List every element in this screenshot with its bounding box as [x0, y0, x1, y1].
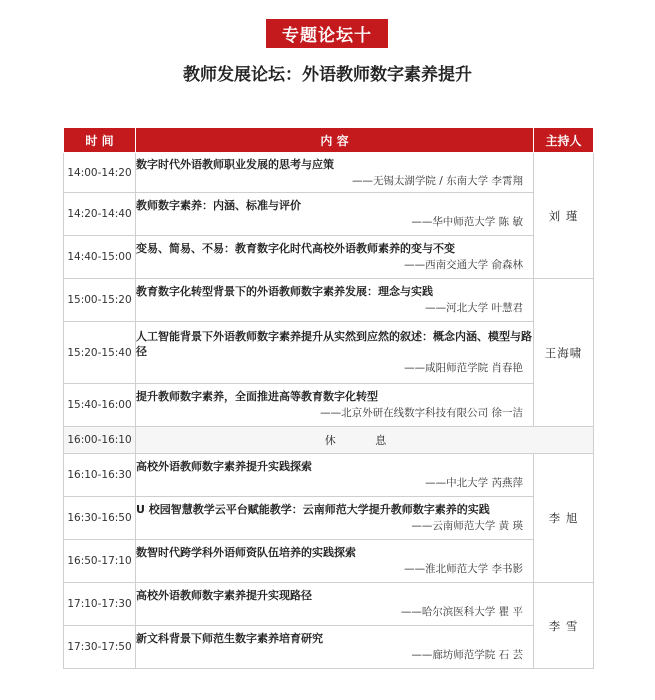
row-content	[136, 279, 534, 322]
row-content	[136, 322, 534, 384]
row-content	[136, 583, 534, 626]
header-host: 主持人	[534, 128, 594, 153]
talk-speaker: ——哈尔滨医科大学 瞿 平	[400, 606, 523, 618]
host-cell: 刘 瑾	[534, 153, 594, 279]
row-content	[136, 193, 534, 236]
break-row	[64, 427, 594, 454]
talk-topic: 高校外语教师数字素养提升实现路径	[136, 589, 312, 602]
table-row	[64, 384, 594, 427]
header-content: 内 容	[136, 128, 534, 153]
break-label: 休 息	[136, 427, 594, 454]
table-row	[64, 322, 594, 384]
talk-topic: 教育数字化转型背景下的外语教师数字素养发展：理念与实践	[136, 285, 433, 298]
row-content	[136, 384, 534, 427]
row-time: 16:50-17:10	[64, 540, 136, 583]
row-time: 15:40-16:00	[64, 384, 136, 427]
table-row	[64, 497, 594, 540]
row-time: 14:40-15:00	[64, 236, 136, 279]
talk-topic: 提升教师数字素养，全面推进高等教育数字化转型	[136, 390, 378, 403]
row-time: 16:30-16:50	[64, 497, 136, 540]
talk-speaker: ——云南师范大学 黄 瑛	[411, 520, 523, 532]
talk-topic: U 校园智慧教学云平台赋能教学：云南师范大学提升教师数字素养的实践	[136, 503, 490, 516]
talk-topic: 数字时代外语教师职业发展的思考与应策	[136, 157, 334, 171]
row-content	[136, 153, 534, 193]
table-row	[64, 279, 594, 322]
table-row	[64, 454, 594, 497]
row-content	[136, 626, 534, 669]
row-content	[136, 540, 534, 583]
table-row	[64, 583, 594, 626]
row-time: 16:10-16:30	[64, 454, 136, 497]
talk-topic: 教师数字素养：内涵、标准与评价	[136, 199, 301, 212]
host-cell: 李 旭	[534, 454, 594, 583]
talk-topic: 高校外语教师数字素养提升实践探索	[136, 460, 312, 473]
talk-speaker: ——河北大学 叶慧君	[425, 302, 523, 314]
talk-topic: 新文科背景下师范生数字素养培育研究	[136, 632, 323, 645]
talk-speaker: ——无锡太湖学院 / 东南大学 李霄翔	[351, 174, 523, 187]
table-row	[64, 236, 594, 279]
break-time: 16:00-16:10	[64, 427, 136, 454]
host-cell: 李 雪	[534, 583, 594, 669]
talk-speaker: ——西南交通大学 俞森林	[404, 259, 523, 271]
row-content	[136, 454, 534, 497]
row-time: 17:10-17:30	[64, 583, 136, 626]
table-row	[64, 540, 594, 583]
table-row	[64, 153, 594, 193]
row-time: 17:30-17:50	[64, 626, 136, 669]
forum-title: 教师发展论坛：外语教师数字素养提升	[183, 65, 472, 85]
talk-speaker: ——中北大学 芮燕萍	[425, 477, 523, 489]
header-time: 时 间	[64, 128, 136, 153]
row-content	[136, 236, 534, 279]
talk-topic: 人工智能背景下外语教师数字素养提升从实然到应然的叙述：概念内涵、模型与路径	[136, 330, 532, 358]
talk-topic: 数智时代跨学科外语师资队伍培养的实践探索	[136, 546, 356, 559]
table-row	[64, 626, 594, 669]
host-cell: 王海啸	[534, 279, 594, 427]
schedule-table	[63, 127, 594, 669]
row-content	[136, 497, 534, 540]
row-time: 15:20-15:40	[64, 322, 136, 384]
forum-badge: 专题论坛十	[266, 19, 388, 48]
talk-speaker: ——华中师范大学 陈 敏	[411, 216, 523, 228]
table-row	[64, 193, 594, 236]
talk-speaker: ——咸阳师范学院 肖春艳	[404, 362, 523, 374]
talk-speaker: ——淮北师范大学 李书影	[404, 563, 523, 575]
row-time: 14:00-14:20	[64, 153, 136, 193]
table-header-row	[64, 128, 594, 153]
row-time: 14:20-14:40	[64, 193, 136, 236]
row-time: 15:00-15:20	[64, 279, 136, 322]
talk-speaker: ——北京外研在线数字科技有限公司 徐一洁	[320, 407, 523, 419]
talk-speaker: ——廊坊师范学院 石 芸	[411, 649, 523, 661]
talk-topic: 变易、简易、不易：教育数字化时代高校外语教师素养的变与不变	[136, 242, 455, 255]
